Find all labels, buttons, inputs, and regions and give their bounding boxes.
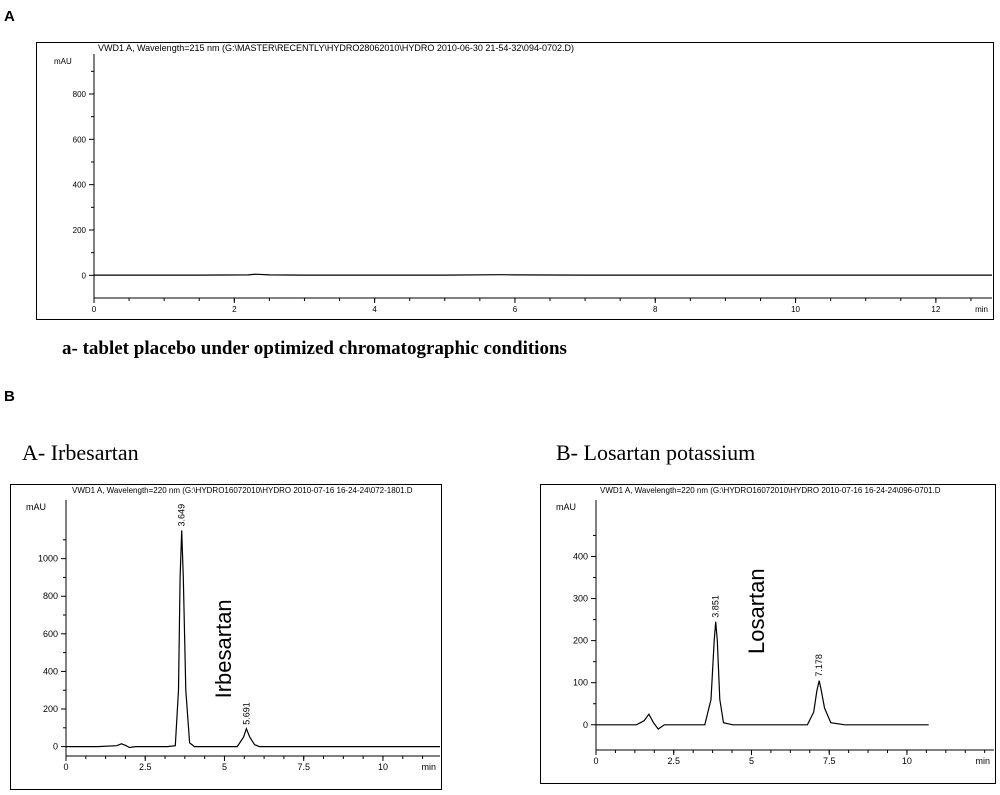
losartan-subtitle: B- Losartan potassium [556,440,756,465]
y-axis-label: mAU [26,502,46,512]
y-tick-label: 800 [42,591,58,602]
y-tick-label: 0 [52,741,58,752]
x-tick-label: 12 [931,305,941,314]
x-tick-label: 6 [512,305,518,314]
y-tick-label: 600 [72,135,86,145]
y-tick-label: 200 [42,704,58,715]
placebo-chromatogram [36,42,994,320]
x-tick-label: 0 [593,756,599,766]
peak-retention-label: 3.851 [710,595,721,618]
chart-frame [37,43,994,320]
y-tick-label: 400 [572,551,588,562]
compound-annotation: Losartan [743,568,769,654]
x-tick-label: 4 [372,305,377,314]
x-tick-label: 2.5 [667,756,680,766]
x-tick-label: 5 [221,762,227,772]
y-tick-label: 1000 [37,553,58,564]
y-tick-label: 800 [72,90,86,99]
x-axis-label: min [421,762,436,772]
losartan-chromatogram [540,484,996,784]
x-tick-label: 2 [232,305,237,314]
x-axis-label: min [975,756,990,766]
chart-title: VWD1 A, Wavelength=220 nm (G:\HYDRO16072010\HYDRO 2010-07-16 16-24-24\096-0701.D [600,486,941,495]
compound-annotation: Irbesartan [210,599,236,699]
x-tick-label: 8 [653,305,658,314]
panel-a-letter: A [4,8,15,25]
x-tick-label: 0 [91,305,97,314]
y-tick-label: 200 [572,635,588,646]
irbesartan-chromatogram [10,484,442,790]
x-tick-label: 0 [63,762,69,772]
y-tick-label: 400 [72,180,86,190]
y-tick-label: 400 [42,666,58,677]
chart-title: VWD1 A, Wavelength=220 nm (G:\HYDRO16072010\HYDRO 2010-07-16 16-24-24\072-1801.D [72,486,413,495]
x-tick-label: 5 [748,756,754,766]
x-tick-label: 7.5 [297,762,310,772]
y-tick-label: 200 [72,226,86,235]
chromatogram-trace [94,274,992,275]
placebo-caption: a- tablet placebo under optimized chromatographic conditions [62,338,567,359]
x-axis-label: min [975,305,988,314]
peak-retention-label: 3.649 [176,503,187,527]
x-tick-label: 2.5 [138,762,152,772]
y-tick-label: 600 [42,628,58,639]
x-tick-label: 10 [791,305,801,314]
chromatogram-trace [66,530,440,747]
y-tick-label: 300 [572,593,588,604]
chart-title: VWD1 A, Wavelength=215 nm (G:\MASTER\RECENTLY\HYDRO28062010\HYDRO 2010-06-30 21-54-32\094-0702.D) [98,43,574,53]
peak-retention-label: 7.178 [814,654,825,677]
irbesartan-subtitle: A- Irbesartan [22,440,139,465]
y-tick-label: 0 [81,271,86,281]
y-tick-label: 0 [582,719,588,730]
x-tick-label: 10 [901,756,912,766]
y-axis-label: mAU [54,57,72,66]
y-tick-label: 100 [572,677,588,688]
x-tick-label: 10 [377,762,388,772]
x-tick-label: 7.5 [822,756,836,766]
panel-b-letter: B [4,388,15,405]
y-axis-label: mAU [556,502,576,512]
peak-retention-label: 5.691 [241,702,252,725]
